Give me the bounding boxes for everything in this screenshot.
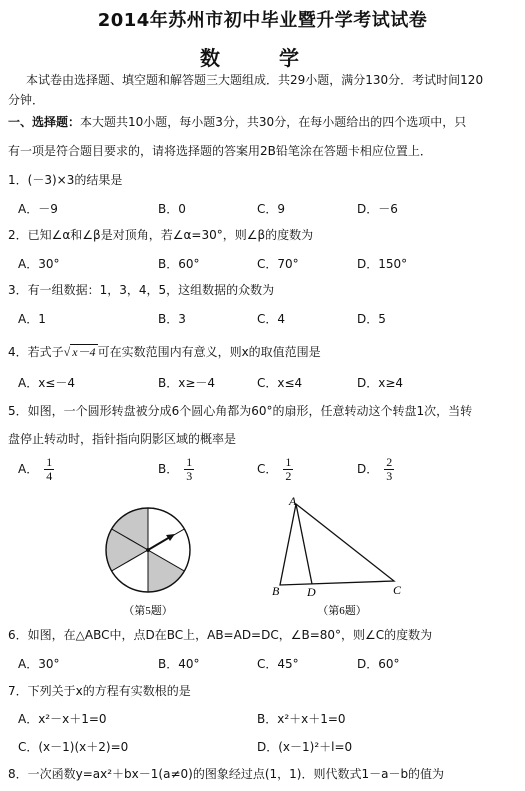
q5-option-a (18, 456, 54, 483)
triangle-abc (280, 504, 394, 585)
q5-line-1: 5．如图，一个圆形转盘被分成6个圆心角都为60°的扇形，任意转动这个转盘1次，当转 (8, 404, 473, 418)
section1-line-1 (8, 114, 466, 130)
q5-option-d-label: D． (357, 462, 379, 476)
q5-option-c-den: 2 (285, 469, 292, 483)
q7-option-c: C．(x－1)(x＋2)=0 (18, 740, 129, 754)
q4-option-a: A．x≤－4 (18, 376, 76, 390)
q2-option-a: A．30° (18, 257, 60, 271)
subject-title: 数 学 (200, 46, 325, 70)
q3-option-c: C．4 (257, 312, 286, 326)
q1-option-a: A．－9 (18, 202, 58, 216)
figure-5-spinner (96, 500, 206, 620)
q4-stem-post: 可在实数范围内有意义，则x的取值范围是 (97, 345, 321, 359)
q5-option-b (158, 456, 194, 483)
q5-option-c (257, 456, 293, 483)
q1-option-c: C．9 (257, 202, 286, 216)
q5-option-b-label: B． (158, 462, 179, 476)
q4-option-c: C．x≤4 (257, 376, 303, 390)
q2-option-d: D．150° (357, 257, 408, 271)
q2-option-b: B．60° (158, 257, 200, 271)
q7-option-a: A．x²－x＋1=0 (18, 712, 107, 726)
q2-stem: 2．已知∠α和∠β是对顶角，若∠α=30°，则∠β的度数为 (8, 228, 314, 242)
q4-option-b: B．x≥－4 (158, 376, 216, 390)
figure-6-triangle (262, 494, 412, 620)
q2-option-c: C．70° (257, 257, 299, 271)
q4-stem: 4．若式子√ x－4 可在实数范围内有意义，则x的取值范围是 (8, 345, 321, 359)
q5-option-d-num: 2 (386, 455, 393, 469)
q6-option-b: B．40° (158, 657, 200, 671)
label-a: A (289, 494, 297, 508)
q5-line-2: 盘停止转动时，指针指向阴影区域的概率是 (8, 432, 237, 446)
q7-option-b: B．x²＋x＋1=0 (257, 712, 346, 726)
q6-option-a: A．30° (18, 657, 60, 671)
q5-option-b-num: 1 (186, 455, 193, 469)
section1-text-1: 本大题共10小题，每小题3分，共30分，在每小题给出的四个选项中，只 (80, 115, 467, 129)
label-b: B (272, 584, 280, 598)
q5-option-b-den: 3 (186, 469, 193, 483)
q3-stem: 3．有一组数据：1，3，4，5，这组数据的众数为 (8, 283, 275, 297)
q3-option-b: B．3 (158, 312, 186, 326)
intro-line-2: 分钟． (8, 93, 45, 107)
q1-option-d: D．－6 (357, 202, 398, 216)
segment-ad (296, 504, 312, 584)
q5-option-a-label: A． (18, 462, 39, 476)
q7-stem: 7．下列关于x的方程有实数根的是 (8, 684, 191, 698)
q3-option-a: A．1 (18, 312, 46, 326)
q6-option-d: D．60° (357, 657, 400, 671)
section1-heading: 一、选择题： (8, 115, 81, 129)
q6-option-c: C．45° (257, 657, 299, 671)
q5-option-a-num: 1 (46, 455, 53, 469)
q7-option-d: D．(x－1)²＋l=0 (257, 740, 353, 754)
q5-option-c-label: C． (257, 462, 278, 476)
section1-line-2: 有一项是符合题目要求的，请将选择题的答案用2B铅笔涂在答题卡相应位置上． (8, 144, 432, 158)
intro-line-1: 本试卷由选择题、填空题和解答题三大题组成．共29小题，满分130分．考试时间120 (26, 73, 484, 87)
q8-stem: 8．一次函数y=ax²＋bx－1(a≠0)的图象经过点(1，1)．则代数式1－a－b的值为 (8, 767, 445, 781)
q5-option-a-den: 4 (46, 469, 53, 483)
q4-stem-pre: 4．若式子 (8, 345, 64, 359)
figure-6-caption: （第6题） (317, 605, 367, 617)
q4-option-d: D．x≥4 (357, 376, 404, 390)
q6-stem: 6．如图，在△ABC中，点D在BC上，AB=AD=DC，∠B=80°，则∠C的度数为 (8, 628, 433, 642)
label-c: C (393, 583, 402, 597)
label-d: D (307, 585, 316, 599)
exam-title: 2014年苏州市初中毕业暨升学考试试卷 (97, 10, 428, 31)
q1-option-b: B．0 (158, 202, 186, 216)
q1-stem: 1．(－3)×3的结果是 (8, 173, 123, 187)
q4-radicand: x－4 (72, 345, 96, 359)
q5-option-d-den: 3 (386, 469, 393, 483)
figure-5-caption: （第5题） (123, 605, 173, 617)
q5-option-c-num: 1 (285, 455, 292, 469)
q5-option-d (357, 456, 394, 483)
q3-option-d: D．5 (357, 312, 386, 326)
